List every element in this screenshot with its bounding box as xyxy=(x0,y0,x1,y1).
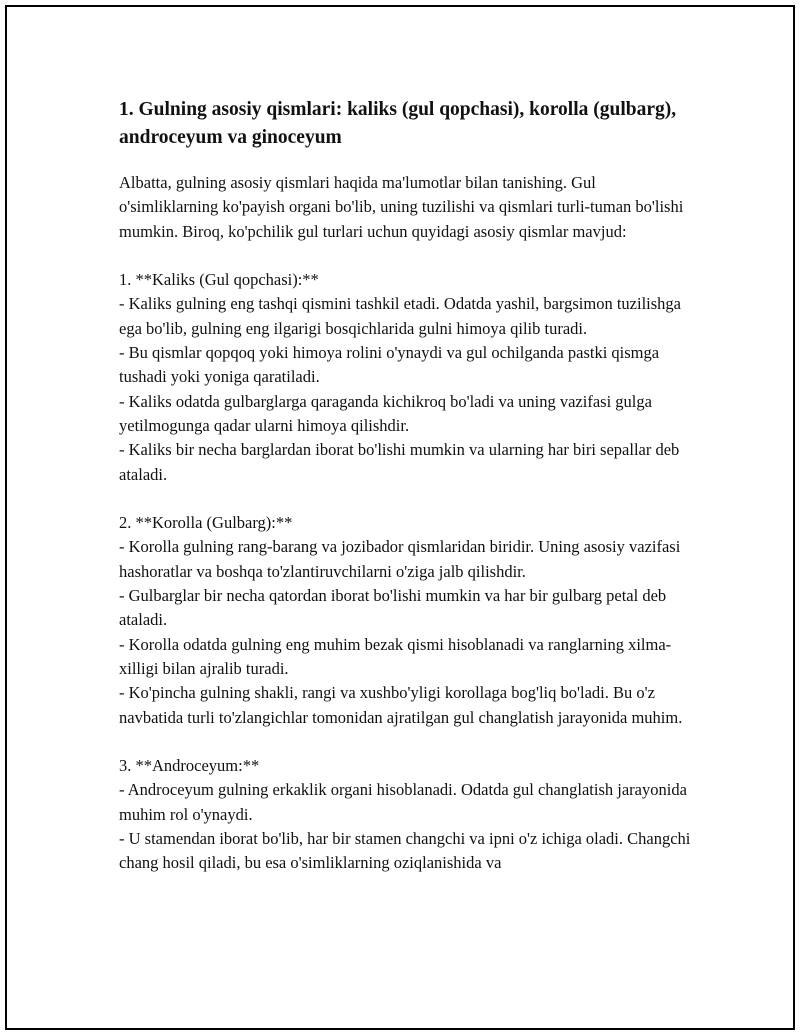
document-content xyxy=(119,96,699,876)
document-body: Albatta, gulning asosiy qismlari haqida ma'lumotlar bilan tanishing. Gul o'simliklarning ko'payish organi bo'lib, uning tuzilishi va qismlari turli-tuman bo'lishi mumkin. Biroq, ko'pchilik gul turlari uchun quyidagi asosiy qismlar mavjud: 1. **Kaliks (Gul qopchasi):** - Kaliks gulning eng tashqi qismini tashkil etadi. Odatda yashil, bargsimon tuzilishga ega bo'lib, gulning eng ilgarigi bosqichlarida gulni himoya qilib turadi. - Bu qismlar qopqoq yoki himoya rolini o'ynaydi va gul ochilganda pastki qismga tushadi yoki yoniga qaratiladi. - Kaliks odatda gulbarglarga qaraganda kichikroq bo'ladi va uning vazifasi gulga yetilmogunga qadar ularni himoya qilishdir. - Kaliks bir necha barglardan iborat bo'lishi mumkin va ularning har biri sepallar deb ataladi. 2. **Korolla (Gulbarg):** - Korolla gulning rang-barang va jozibador qismlaridan biridir. Uning asosiy vazifasi hashoratlar va boshqa to'zlantiruvchilarni o'ziga jalb qilishdir. - Gulbarglar bir necha qatordan iborat bo'lishi mumkin va har bir gulbarg petal deb ataladi. - Korolla odatda gulning eng muhim bezak qismi hisoblanadi va ranglarning xilma-xilligi bilan ajralib turadi. - Ko'pincha gulning shakli, rangi va xushbo'yligi korollaga bog'liq bo'ladi. Bu o'z navbatida turli to'zlangichlar tomonidan ajratilgan gul changlatish jarayonida muhim. 3. **Androceyum:** - Androceyum gulning erkaklik organi hisoblanadi. Odatda gul changlatish jarayonida muhim rol o'ynaydi. - U stamendan iborat bo'lib, har bir stamen changchi va ipni o'z ichiga oladi. Changchi chang hosil qiladi, bu esa o'simliklarning oziqlanishida va xyxy=(119,173,691,873)
document-title: 1. Gulning asosiy qismlari: kaliks (gul qopchasi), korolla (gulbarg), androceyum va ginoceyum xyxy=(119,99,677,148)
document-page xyxy=(5,5,795,1030)
